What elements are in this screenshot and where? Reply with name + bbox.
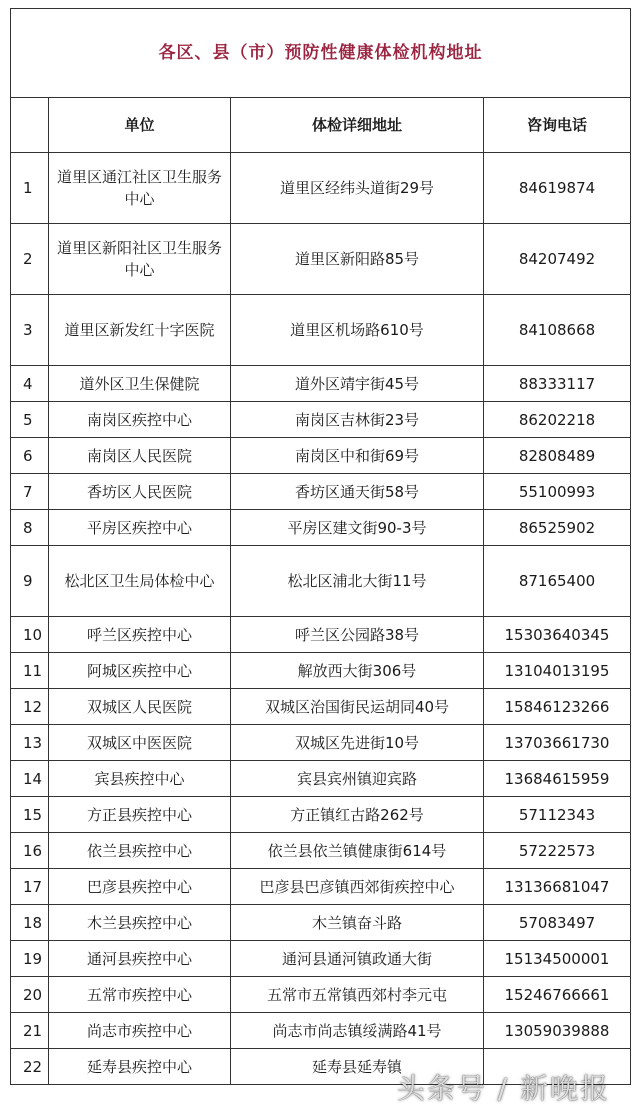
table-row bbox=[11, 474, 631, 510]
row-address: 宾县宾州镇迎宾路 bbox=[231, 761, 484, 797]
table-row bbox=[11, 761, 631, 797]
table-row bbox=[11, 438, 631, 474]
row-index: 17 bbox=[11, 869, 49, 905]
row-unit: 道里区新发红十字医院 bbox=[49, 295, 231, 366]
row-address: 尚志市尚志镇绥满路41号 bbox=[231, 1013, 484, 1049]
row-index: 16 bbox=[11, 833, 49, 869]
row-unit: 香坊区人民医院 bbox=[49, 474, 231, 510]
row-index: 7 bbox=[11, 474, 49, 510]
row-address: 巴彦县巴彦镇西郊街疾控中心 bbox=[231, 869, 484, 905]
table-row bbox=[11, 617, 631, 653]
row-unit: 依兰县疾控中心 bbox=[49, 833, 231, 869]
row-index: 12 bbox=[11, 689, 49, 725]
table-row bbox=[11, 224, 631, 295]
row-address: 双城区先进街10号 bbox=[231, 725, 484, 761]
table-row bbox=[11, 546, 631, 617]
title-row bbox=[11, 9, 631, 98]
row-phone: 15134500001 bbox=[484, 941, 631, 977]
row-unit: 木兰县疾控中心 bbox=[49, 905, 231, 941]
header-phone: 咨询电话 bbox=[484, 98, 631, 153]
row-phone: 84207492 bbox=[484, 224, 631, 295]
header-unit: 单位 bbox=[49, 98, 231, 153]
row-unit: 方正县疾控中心 bbox=[49, 797, 231, 833]
row-address: 解放西大街306号 bbox=[231, 653, 484, 689]
table-row bbox=[11, 941, 631, 977]
row-index: 4 bbox=[11, 366, 49, 402]
table-row bbox=[11, 797, 631, 833]
row-phone: 13703661730 bbox=[484, 725, 631, 761]
table-row bbox=[11, 1013, 631, 1049]
table-row bbox=[11, 869, 631, 905]
row-phone: 86202218 bbox=[484, 402, 631, 438]
row-unit: 延寿县疾控中心 bbox=[49, 1049, 231, 1085]
row-unit: 巴彦县疾控中心 bbox=[49, 869, 231, 905]
row-phone: 82808489 bbox=[484, 438, 631, 474]
row-index: 6 bbox=[11, 438, 49, 474]
watermark: 头条号 / 新晚报 bbox=[396, 1072, 610, 1105]
header-address: 体检详细地址 bbox=[231, 98, 484, 153]
row-index: 10 bbox=[11, 617, 49, 653]
row-index: 9 bbox=[11, 546, 49, 617]
institution-table bbox=[10, 8, 631, 1085]
row-unit: 宾县疾控中心 bbox=[49, 761, 231, 797]
header-index bbox=[11, 98, 49, 153]
row-address: 道里区新阳路85号 bbox=[231, 224, 484, 295]
row-index: 13 bbox=[11, 725, 49, 761]
row-unit: 双城区人民医院 bbox=[49, 689, 231, 725]
row-address: 双城区治国街民运胡同40号 bbox=[231, 689, 484, 725]
row-phone: 57112343 bbox=[484, 797, 631, 833]
row-phone: 13059039888 bbox=[484, 1013, 631, 1049]
row-address: 方正镇红古路262号 bbox=[231, 797, 484, 833]
row-unit: 阿城区疾控中心 bbox=[49, 653, 231, 689]
table-title: 各区、县（市）预防性健康体检机构地址 bbox=[11, 9, 631, 98]
row-phone: 84108668 bbox=[484, 295, 631, 366]
table-row bbox=[11, 295, 631, 366]
row-phone: 84619874 bbox=[484, 153, 631, 224]
row-index: 19 bbox=[11, 941, 49, 977]
row-unit: 道外区卫生保健院 bbox=[49, 366, 231, 402]
row-unit: 南岗区人民医院 bbox=[49, 438, 231, 474]
row-unit: 道里区新阳社区卫生服务中心 bbox=[49, 224, 231, 295]
table-row bbox=[11, 510, 631, 546]
table-row bbox=[11, 977, 631, 1013]
row-phone: 55100993 bbox=[484, 474, 631, 510]
row-unit: 南岗区疾控中心 bbox=[49, 402, 231, 438]
row-phone: 15846123266 bbox=[484, 689, 631, 725]
row-phone: 88333117 bbox=[484, 366, 631, 402]
row-address: 香坊区通天街58号 bbox=[231, 474, 484, 510]
row-index: 5 bbox=[11, 402, 49, 438]
table-row bbox=[11, 402, 631, 438]
row-unit: 尚志市疾控中心 bbox=[49, 1013, 231, 1049]
row-index: 22 bbox=[11, 1049, 49, 1085]
row-address: 通河县通河镇政通大街 bbox=[231, 941, 484, 977]
row-address: 平房区建文街90-3号 bbox=[231, 510, 484, 546]
row-unit: 平房区疾控中心 bbox=[49, 510, 231, 546]
row-phone: 13684615959 bbox=[484, 761, 631, 797]
row-address: 松北区浦北大街11号 bbox=[231, 546, 484, 617]
row-unit: 呼兰区疾控中心 bbox=[49, 617, 231, 653]
row-address: 南岗区中和街69号 bbox=[231, 438, 484, 474]
row-phone: 13104013195 bbox=[484, 653, 631, 689]
row-index: 1 bbox=[11, 153, 49, 224]
row-index: 20 bbox=[11, 977, 49, 1013]
institution-table-sheet bbox=[10, 8, 630, 1085]
row-unit: 双城区中医医院 bbox=[49, 725, 231, 761]
row-unit: 松北区卫生局体检中心 bbox=[49, 546, 231, 617]
row-index: 14 bbox=[11, 761, 49, 797]
table-row bbox=[11, 366, 631, 402]
table-row bbox=[11, 833, 631, 869]
table-row bbox=[11, 653, 631, 689]
row-phone: 87165400 bbox=[484, 546, 631, 617]
row-index: 3 bbox=[11, 295, 49, 366]
row-address: 依兰县依兰镇健康街614号 bbox=[231, 833, 484, 869]
row-unit: 通河县疾控中心 bbox=[49, 941, 231, 977]
row-phone: 57222573 bbox=[484, 833, 631, 869]
row-phone: 15246766661 bbox=[484, 977, 631, 1013]
row-address: 道里区经纬头道街29号 bbox=[231, 153, 484, 224]
row-address: 木兰镇奋斗路 bbox=[231, 905, 484, 941]
row-address: 五常市五常镇西郊村李元屯 bbox=[231, 977, 484, 1013]
row-address: 道里区机场路610号 bbox=[231, 295, 484, 366]
row-index: 11 bbox=[11, 653, 49, 689]
row-address: 南岗区吉林街23号 bbox=[231, 402, 484, 438]
row-address: 呼兰区公园路38号 bbox=[231, 617, 484, 653]
row-index: 15 bbox=[11, 797, 49, 833]
row-index: 2 bbox=[11, 224, 49, 295]
row-unit: 五常市疾控中心 bbox=[49, 977, 231, 1013]
table-row bbox=[11, 689, 631, 725]
row-address: 延寿县延寿镇 bbox=[231, 1049, 484, 1085]
table-row bbox=[11, 153, 631, 224]
row-phone: 13136681047 bbox=[484, 869, 631, 905]
row-unit: 道里区通江社区卫生服务中心 bbox=[49, 153, 231, 224]
row-index: 21 bbox=[11, 1013, 49, 1049]
row-phone: 15303640345 bbox=[484, 617, 631, 653]
table-row bbox=[11, 725, 631, 761]
row-phone: 57083497 bbox=[484, 905, 631, 941]
row-index: 18 bbox=[11, 905, 49, 941]
row-address: 道外区靖宇街45号 bbox=[231, 366, 484, 402]
row-index: 8 bbox=[11, 510, 49, 546]
header-row bbox=[11, 98, 631, 153]
row-phone: 86525902 bbox=[484, 510, 631, 546]
table-row bbox=[11, 905, 631, 941]
